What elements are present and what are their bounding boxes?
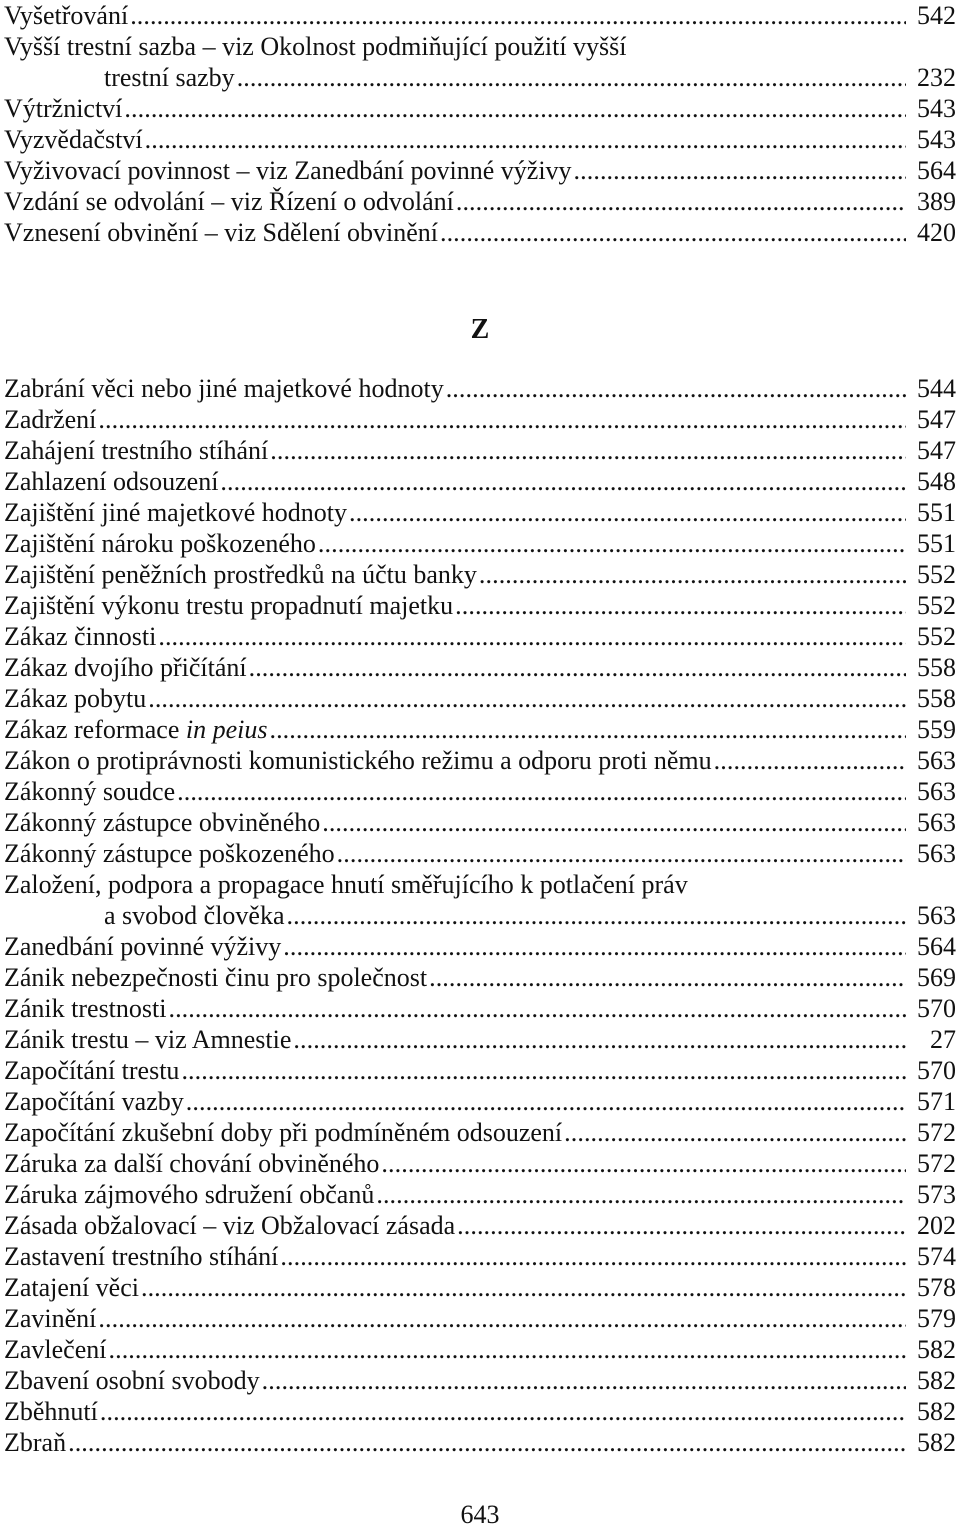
index-term — [4, 1148, 379, 1179]
index-term-text: Vzdání se odvolání – viz Řízení o odvolání — [4, 187, 454, 216]
index-entry — [4, 621, 956, 652]
index-entry — [4, 1086, 956, 1117]
page-reference: 552 — [917, 560, 956, 589]
page-reference: 551 — [917, 498, 956, 527]
index-term-text: Vyšetřování — [4, 1, 129, 30]
leader-dots — [237, 62, 906, 93]
index-entry — [4, 683, 956, 714]
leader-dots — [145, 124, 906, 155]
page-reference: 558 — [917, 653, 956, 682]
index-entry-line — [4, 869, 956, 900]
index-term — [4, 1241, 278, 1272]
index-entry — [4, 559, 956, 590]
index-term-text: Zákaz pobytu — [4, 684, 147, 713]
leader-dots — [287, 900, 906, 931]
leader-dots — [98, 1303, 906, 1334]
index-term-text: Zavinění — [4, 1304, 97, 1333]
index-term-text: Zákonný zástupce poškozeného — [4, 839, 335, 868]
index-term — [4, 1210, 455, 1241]
index-term — [4, 745, 712, 776]
index-entry — [4, 776, 956, 807]
leader-dots — [381, 1148, 906, 1179]
page-reference: 558 — [917, 684, 956, 713]
leader-dots — [158, 621, 906, 652]
index-entry — [4, 838, 956, 869]
index-entry — [4, 217, 956, 248]
page-reference: 574 — [917, 1242, 956, 1271]
index-term — [4, 186, 454, 217]
index-term — [4, 1303, 96, 1334]
page-reference: 542 — [917, 1, 956, 30]
index-term-text: Zákonný zástupce obviněného — [4, 808, 321, 837]
index-term — [4, 93, 122, 124]
page-reference: 563 — [917, 808, 956, 837]
leader-dots — [457, 1210, 906, 1241]
leader-dots — [455, 590, 906, 621]
page-reference: 578 — [917, 1273, 956, 1302]
index-entry — [4, 435, 956, 466]
index-term-text: Zásada obžalovací – viz Obžalovací zásada — [4, 1211, 456, 1240]
index-entry — [4, 1334, 956, 1365]
index-term — [4, 1334, 107, 1365]
index-term-text: Zahájení trestního stíhání — [4, 436, 269, 465]
leader-dots — [148, 683, 906, 714]
page-reference: 551 — [917, 529, 956, 558]
leader-dots — [186, 1086, 906, 1117]
index-entry — [4, 1024, 956, 1055]
leader-dots — [98, 404, 906, 435]
leader-dots — [130, 0, 906, 31]
index-term — [4, 838, 335, 869]
index-term — [4, 1024, 291, 1055]
page-reference: 582 — [917, 1397, 956, 1426]
index-term-text: Zajištění peněžních prostředků na účtu banky — [4, 560, 477, 589]
leader-dots — [100, 1396, 906, 1427]
index-entry — [4, 1365, 956, 1396]
index-entry — [4, 62, 956, 93]
index-term-continuation: a svobod člověka — [104, 901, 285, 930]
index-term-text: Zánik trestnosti — [4, 994, 167, 1023]
page-reference: 563 — [917, 777, 956, 806]
index-term-text: Zajištění výkonu trestu propadnutí majetku — [4, 591, 454, 620]
page-reference: 563 — [917, 901, 956, 930]
letter-heading: Z — [470, 314, 490, 345]
page-reference: 543 — [917, 125, 956, 154]
index-term-text: Zajištění jiné majetkové hodnoty — [4, 498, 347, 527]
leader-dots — [574, 155, 906, 186]
page-reference: 582 — [917, 1335, 956, 1364]
index-entry — [4, 155, 956, 186]
page-reference: 563 — [917, 839, 956, 868]
index-term — [4, 124, 143, 155]
index-entry — [4, 714, 956, 745]
index-term — [4, 1427, 66, 1458]
page-reference: 547 — [917, 405, 956, 434]
index-term — [4, 1055, 179, 1086]
page-reference: 563 — [917, 746, 956, 775]
leader-dots — [124, 93, 906, 124]
index-term — [4, 683, 146, 714]
index-term — [4, 714, 267, 745]
leader-dots — [168, 993, 906, 1024]
index-entry-line — [4, 31, 956, 62]
index-entry — [4, 1210, 956, 1241]
page-reference: 548 — [917, 467, 956, 496]
page-reference: 543 — [917, 94, 956, 123]
index-entry — [4, 404, 956, 435]
index-term-text: Zanedbání povinné výživy — [4, 932, 282, 961]
index-term-text: Zákaz činnosti — [4, 622, 157, 651]
leader-dots — [564, 1117, 906, 1148]
leader-dots — [714, 745, 906, 776]
page-reference: 569 — [917, 963, 956, 992]
index-term — [4, 373, 444, 404]
index-term — [4, 1179, 374, 1210]
leader-dots — [349, 497, 906, 528]
index-term — [4, 1117, 562, 1148]
index-term-text: Započítání trestu — [4, 1056, 180, 1085]
leader-dots — [249, 652, 906, 683]
index-term-text: Vyzvědačství — [4, 125, 143, 154]
index-term-text: Záruka za další chování obviněného — [4, 1149, 380, 1178]
index-entry — [4, 962, 956, 993]
page-reference: 572 — [917, 1149, 956, 1178]
leader-dots — [68, 1427, 906, 1458]
leader-dots — [177, 776, 906, 807]
index-term-text: Zastavení trestního stíhání — [4, 1242, 279, 1271]
page-reference: 579 — [917, 1304, 956, 1333]
index-entry — [4, 1427, 956, 1458]
index-term-text: Vznesení obvinění – viz Sdělení obvinění — [4, 218, 438, 247]
index-term-text: Zatajení věci — [4, 1273, 139, 1302]
index-term-continuation: trestní sazby — [104, 63, 235, 92]
index-term-text: Zánik trestu – viz Amnestie — [4, 1025, 292, 1054]
index-term-text: Zajištění nároku poškozeného — [4, 529, 316, 558]
index-term — [4, 621, 156, 652]
index-entry — [4, 1179, 956, 1210]
index-term — [4, 559, 477, 590]
index-term — [4, 155, 572, 186]
page-reference: 582 — [917, 1428, 956, 1457]
index-entry — [4, 186, 956, 217]
index-term-text: Zběhnutí — [4, 1397, 98, 1426]
index-term: Vyšší trestní sazba – viz Okolnost podmiňující použití vyšší — [4, 32, 627, 61]
index-term-text: Zbraň — [4, 1428, 67, 1457]
index-term — [4, 993, 166, 1024]
index-term — [4, 776, 175, 807]
page-reference: 571 — [917, 1087, 956, 1116]
index-term-text: Zákonný soudce — [4, 777, 176, 806]
page-reference: 420 — [917, 218, 956, 247]
index-term — [4, 435, 268, 466]
index-entry — [4, 1272, 956, 1303]
leader-dots — [376, 1179, 906, 1210]
index-term — [4, 1365, 260, 1396]
index-entry — [4, 466, 956, 497]
index-entry — [4, 1303, 956, 1334]
leader-dots — [283, 931, 906, 962]
index-term-text: Zánik nebezpečnosti činu pro společnost — [4, 963, 428, 992]
index-term-text: Zákaz reformace — [4, 715, 180, 744]
index-entry — [4, 1241, 956, 1272]
leader-dots — [262, 1365, 906, 1396]
page-reference: 564 — [917, 156, 956, 185]
index-entry — [4, 1117, 956, 1148]
page-reference: 202 — [917, 1211, 956, 1240]
index-entry — [4, 652, 956, 683]
leader-dots — [440, 217, 906, 248]
leader-dots — [456, 186, 906, 217]
leader-dots — [270, 435, 906, 466]
leader-dots — [446, 373, 906, 404]
index-term-text: Zavlečení — [4, 1335, 107, 1364]
index-term-text: Zákaz dvojího přičítání — [4, 653, 247, 682]
page-reference: 564 — [917, 932, 956, 961]
index-term — [4, 807, 320, 838]
leader-dots — [293, 1024, 906, 1055]
index-entry — [4, 993, 956, 1024]
page-reference: 27 — [930, 1025, 956, 1054]
index-term: Založení, podpora a propagace hnutí směřujícího k potlačení práv — [4, 870, 688, 899]
page-reference: 570 — [917, 994, 956, 1023]
leader-dots — [141, 1272, 906, 1303]
index-term — [4, 1272, 139, 1303]
index-term-text: Zadržení — [4, 405, 97, 434]
index-entry — [4, 497, 956, 528]
index-entry — [4, 900, 956, 931]
leader-dots — [220, 466, 906, 497]
index-term — [4, 528, 316, 559]
page-reference: 547 — [917, 436, 956, 465]
index-term — [4, 962, 427, 993]
index-term-text: Započítání zkušební doby při podmíněném odsouzení — [4, 1118, 563, 1147]
index-term-text: Započítání vazby — [4, 1087, 184, 1116]
index-term — [4, 0, 128, 31]
index-entry — [4, 93, 956, 124]
index-term — [4, 217, 438, 248]
index-entry — [4, 124, 956, 155]
page-number: 643 — [460, 1500, 500, 1529]
index-term-text: Zahlazení odsouzení — [4, 467, 219, 496]
index-term — [4, 1396, 98, 1427]
page-reference: 389 — [917, 187, 956, 216]
page-reference: 544 — [917, 374, 956, 403]
index-term-text: Zabrání věci nebo jiné majetkové hodnoty — [4, 374, 444, 403]
page-reference: 572 — [917, 1118, 956, 1147]
index-entry — [4, 1055, 956, 1086]
leader-dots — [337, 838, 906, 869]
index-entry — [4, 931, 956, 962]
page-reference: 582 — [917, 1366, 956, 1395]
index-term — [4, 590, 453, 621]
index-term — [4, 1086, 184, 1117]
index-entry — [4, 373, 956, 404]
leader-dots — [280, 1241, 906, 1272]
index-entry — [4, 1148, 956, 1179]
index-term-text: Výtržnictví — [4, 94, 123, 123]
index-entry — [4, 0, 956, 31]
leader-dots — [479, 559, 906, 590]
index-entry — [4, 745, 956, 776]
index-entry — [4, 1396, 956, 1427]
page-reference: 570 — [917, 1056, 956, 1085]
leader-dots — [429, 962, 906, 993]
index-term-text: Vyživovací povinnost – viz Zanedbání povinné výživy — [4, 156, 572, 185]
index-entry — [4, 528, 956, 559]
index-term-text: Zákon o protiprávnosti komunistického režimu a odporu proti němu — [4, 746, 712, 775]
index-term — [4, 404, 96, 435]
index-entry — [4, 807, 956, 838]
leader-dots — [269, 714, 906, 745]
page-reference: 573 — [917, 1180, 956, 1209]
leader-dots — [322, 807, 906, 838]
page-reference: 559 — [917, 715, 956, 744]
page-reference: 552 — [917, 622, 956, 651]
page-reference: 552 — [917, 591, 956, 620]
index-term — [4, 466, 218, 497]
leader-dots — [109, 1334, 907, 1365]
page-reference: 232 — [917, 63, 956, 92]
leader-dots — [318, 528, 906, 559]
index-term — [4, 497, 347, 528]
index-term-italic: in peius — [185, 715, 268, 744]
index-term-text: Zbavení osobní svobody — [4, 1366, 260, 1395]
leader-dots — [181, 1055, 906, 1086]
index-term-text: Záruka zájmového sdružení občanů — [4, 1180, 375, 1209]
index-term — [4, 931, 281, 962]
index-term — [4, 652, 247, 683]
index-entry — [4, 590, 956, 621]
